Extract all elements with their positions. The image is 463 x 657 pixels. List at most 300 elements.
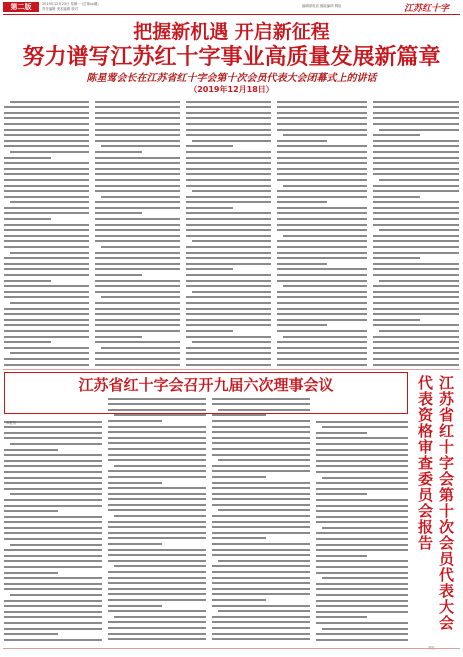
text-line (277, 101, 367, 103)
text-line (373, 257, 420, 259)
text-line (277, 246, 367, 248)
text-line (4, 129, 89, 131)
text-line (108, 638, 206, 640)
text-line (316, 449, 408, 451)
text-line (186, 129, 271, 131)
text-line (108, 409, 206, 411)
text-line (212, 465, 310, 467)
text-line (186, 347, 271, 349)
text-line (316, 437, 408, 439)
text-line (186, 212, 271, 214)
text-line (186, 319, 271, 321)
text-line (212, 470, 310, 472)
text-line (192, 240, 271, 242)
text-line (283, 336, 367, 338)
text-line (95, 151, 142, 153)
text-line (4, 229, 89, 231)
text-line (322, 628, 408, 630)
text-line (316, 460, 408, 462)
masthead-meta-1: 2019年12月23日 星期一 (总第xx期) (42, 2, 99, 6)
article-column-5 (373, 97, 459, 367)
text-line (316, 605, 408, 607)
text-line (277, 196, 367, 198)
text-line (4, 477, 102, 479)
text-line (4, 341, 51, 343)
text-line (277, 129, 367, 131)
story2-column-1 (4, 417, 102, 643)
text-line (4, 555, 102, 557)
article-column-4 (277, 97, 367, 367)
text-line (186, 364, 271, 366)
text-line (373, 240, 459, 242)
text-line (95, 112, 180, 114)
text-line (186, 173, 271, 175)
story2-byline: 本报讯 (6, 421, 17, 425)
text-line (373, 336, 459, 338)
text-line (108, 521, 206, 523)
text-line (101, 296, 180, 298)
text-line (4, 432, 102, 434)
text-line (218, 459, 310, 461)
text-line (4, 488, 102, 490)
text-line (4, 538, 102, 540)
text-line (186, 296, 271, 298)
text-line (212, 616, 310, 618)
text-line (192, 140, 271, 142)
text-line (212, 454, 310, 456)
text-line (4, 465, 102, 467)
text-line (4, 505, 102, 507)
text-line (95, 168, 180, 170)
text-line (212, 476, 266, 478)
text-line (373, 140, 459, 142)
text-line (95, 140, 180, 142)
text-line (95, 157, 180, 159)
text-line (283, 235, 367, 237)
text-line (4, 263, 89, 265)
text-line (277, 140, 327, 142)
text-line (186, 224, 271, 226)
text-line (186, 201, 271, 203)
text-line (212, 571, 310, 573)
text-line (4, 616, 102, 618)
text-line (212, 577, 310, 579)
text-line (95, 280, 180, 282)
text-line (186, 324, 271, 326)
text-line (316, 421, 408, 423)
text-line (379, 280, 459, 282)
text-line (373, 106, 459, 108)
text-line (4, 240, 89, 242)
text-line (373, 296, 459, 298)
text-line (186, 168, 271, 170)
text-line (373, 246, 459, 248)
text-line (373, 123, 459, 125)
text-line (277, 240, 367, 242)
text-line (373, 218, 459, 220)
text-line (4, 583, 102, 585)
text-line (101, 196, 180, 198)
text-line (4, 112, 89, 114)
text-line (4, 364, 89, 366)
text-line (4, 173, 89, 175)
text-line (4, 549, 102, 551)
text-line (4, 196, 89, 198)
text-line (4, 313, 89, 315)
text-line (95, 263, 180, 265)
text-line (108, 543, 162, 545)
footer-rule (3, 648, 460, 649)
text-line (316, 532, 408, 534)
text-line (186, 313, 271, 315)
text-line (277, 157, 367, 159)
text-line (4, 145, 89, 147)
text-line (108, 498, 206, 500)
text-line (316, 471, 408, 473)
text-line (277, 106, 367, 108)
text-line (4, 633, 58, 635)
text-line (212, 599, 266, 601)
story2-column-3 (212, 394, 310, 643)
text-line (4, 235, 89, 237)
text-line (4, 566, 102, 568)
text-line (373, 285, 459, 287)
text-line (95, 319, 180, 321)
text-line (379, 229, 459, 231)
text-line (212, 543, 310, 545)
text-line (4, 622, 102, 624)
text-line (95, 341, 180, 343)
text-line (316, 560, 408, 562)
text-line (212, 593, 310, 595)
text-line (4, 560, 102, 562)
text-line (316, 633, 408, 635)
text-line (4, 577, 102, 579)
text-line (95, 268, 180, 270)
text-line (108, 560, 206, 562)
text-line (212, 403, 310, 405)
text-line (108, 448, 206, 450)
text-line (277, 201, 327, 203)
text-line (4, 285, 89, 287)
text-line (186, 235, 271, 237)
text-line (108, 426, 206, 428)
text-line (186, 336, 271, 338)
section-divider (3, 369, 460, 370)
text-line (277, 324, 327, 326)
text-line (10, 493, 102, 495)
text-line (186, 123, 271, 125)
text-line (114, 515, 206, 517)
text-line (186, 218, 271, 220)
text-line (114, 616, 206, 618)
text-line (186, 157, 271, 159)
text-line (4, 330, 89, 332)
text-line (277, 308, 367, 310)
text-line (316, 521, 408, 523)
text-line (218, 560, 310, 562)
text-line (4, 319, 89, 321)
text-line (373, 101, 459, 103)
text-line (212, 627, 310, 629)
text-line (95, 252, 180, 254)
text-line (277, 319, 367, 321)
text-line (277, 207, 367, 209)
text-line (212, 420, 310, 422)
text-line (212, 414, 266, 416)
text-line (4, 291, 89, 293)
text-line (316, 454, 408, 456)
text-line (192, 291, 271, 293)
text-line (322, 577, 408, 579)
masthead-meta-right: 编辑部电话 邮政编码 网址 (302, 4, 342, 8)
text-line (316, 639, 408, 641)
text-line (316, 549, 408, 551)
text-line (316, 611, 408, 613)
text-line (101, 145, 180, 147)
text-line (108, 504, 206, 506)
text-line (4, 296, 89, 298)
text-line (4, 157, 51, 159)
text-line (4, 168, 89, 170)
text-line (108, 554, 206, 556)
text-line (114, 414, 206, 416)
text-line (4, 421, 102, 423)
text-line (95, 117, 180, 119)
text-line (277, 291, 367, 293)
text-line (277, 151, 367, 153)
text-line (4, 358, 89, 360)
text-line (108, 593, 206, 595)
text-line (4, 588, 102, 590)
text-line (4, 280, 51, 282)
text-line (373, 235, 459, 237)
text-line (212, 532, 310, 534)
text-line (108, 487, 206, 489)
text-line (4, 123, 89, 125)
text-line (373, 263, 459, 265)
text-line (186, 268, 233, 270)
text-line (108, 537, 206, 539)
text-line (4, 347, 89, 349)
text-line (95, 257, 180, 259)
text-line (316, 588, 408, 590)
text-line (4, 207, 89, 209)
text-line (4, 572, 58, 574)
text-line (277, 302, 367, 304)
text-line (95, 313, 180, 315)
text-line (186, 229, 271, 231)
text-line (4, 190, 89, 192)
text-line (4, 140, 89, 142)
text-line (277, 145, 367, 147)
text-line (379, 129, 459, 131)
story3-headline: 江苏省红十字会第十次会员代表大会代表资格审查委员会报告 (416, 375, 455, 631)
text-line (10, 252, 89, 254)
text-line (108, 482, 162, 484)
text-line (277, 224, 367, 226)
text-line (186, 179, 271, 181)
text-line (95, 240, 180, 242)
text-line (4, 218, 51, 220)
text-line (373, 173, 459, 175)
text-line (212, 442, 310, 444)
text-line (373, 157, 459, 159)
text-line (108, 454, 206, 456)
text-line (277, 252, 367, 254)
text-line (4, 179, 89, 181)
text-line (4, 106, 89, 108)
text-line (108, 470, 206, 472)
text-line (108, 532, 206, 534)
text-line (4, 224, 89, 226)
text-line (186, 302, 271, 304)
text-line (108, 398, 206, 400)
text-line (322, 426, 408, 428)
text-line (95, 190, 180, 192)
text-line (373, 134, 420, 136)
text-line (95, 330, 180, 332)
text-line (95, 106, 180, 108)
text-line (101, 246, 180, 248)
text-line (277, 212, 367, 214)
text-line (277, 162, 367, 164)
text-line (373, 112, 459, 114)
text-line (316, 432, 367, 434)
text-line (114, 565, 206, 567)
text-line (95, 123, 180, 125)
text-line (277, 257, 367, 259)
text-line (277, 190, 367, 192)
text-line (212, 638, 310, 640)
text-line (373, 291, 459, 293)
text-line (277, 123, 367, 125)
paper-name: 江苏红十字 (404, 4, 450, 14)
story2-column-4 (316, 417, 408, 643)
text-line (186, 263, 271, 265)
text-line (4, 274, 89, 276)
text-line (212, 493, 310, 495)
text-line (4, 185, 89, 187)
text-line (277, 179, 367, 181)
text-line (95, 358, 180, 360)
text-line (186, 106, 271, 108)
text-line (108, 582, 206, 584)
text-line (212, 437, 310, 439)
text-line (10, 594, 102, 596)
text-line (277, 313, 367, 315)
text-line (4, 639, 102, 641)
text-line (95, 218, 180, 220)
text-line (373, 324, 459, 326)
text-line (373, 207, 459, 209)
text-line (101, 347, 180, 349)
text-line (10, 201, 89, 203)
text-line (186, 101, 271, 103)
text-line (316, 544, 408, 546)
text-line (212, 605, 310, 607)
text-line (186, 134, 271, 136)
text-line (108, 571, 206, 573)
text-line (212, 431, 310, 433)
text-line (212, 482, 310, 484)
text-line (373, 201, 459, 203)
headline-subtitle: 陈星莺会长在江苏省红十字会第十次会员代表大会闭幕式上的讲话 (86, 73, 377, 84)
text-line (10, 443, 102, 445)
text-line (212, 521, 310, 523)
text-line (95, 162, 180, 164)
text-line (373, 196, 420, 198)
text-line (95, 324, 180, 326)
text-line (108, 442, 206, 444)
text-line (316, 622, 408, 624)
text-line (212, 498, 310, 500)
text-line (186, 246, 271, 248)
text-line (95, 201, 180, 203)
text-line (316, 488, 408, 490)
text-line (212, 448, 310, 450)
text-line (4, 482, 102, 484)
text-line (322, 477, 408, 479)
text-line (277, 280, 367, 282)
text-line (186, 308, 271, 310)
text-line (4, 600, 102, 602)
text-line (10, 151, 89, 153)
text-line (373, 117, 459, 119)
text-line (4, 532, 102, 534)
text-line (373, 302, 459, 304)
text-line (212, 515, 310, 517)
text-line (4, 117, 89, 119)
text-line (218, 409, 310, 411)
text-line (283, 185, 367, 187)
text-line (316, 566, 408, 568)
text-line (108, 459, 206, 461)
text-line (316, 510, 408, 512)
text-line (186, 352, 271, 354)
text-line (186, 207, 233, 209)
text-line (186, 117, 271, 119)
text-line (373, 364, 459, 366)
text-line (277, 173, 367, 175)
text-line (277, 263, 327, 265)
text-line (108, 633, 206, 635)
text-line (212, 426, 310, 428)
text-line (95, 179, 180, 181)
text-line (277, 229, 367, 231)
text-line (373, 319, 420, 321)
text-line (108, 549, 206, 551)
text-line (186, 285, 271, 287)
text-line (316, 594, 408, 596)
text-line (95, 291, 180, 293)
text-line (212, 398, 310, 400)
text-line (108, 605, 162, 607)
text-line (4, 510, 58, 512)
text-line (95, 352, 180, 354)
text-line (283, 134, 367, 136)
text-line (316, 516, 408, 518)
headline-date: （2019年12月18日） (189, 85, 274, 94)
text-line (4, 449, 58, 451)
text-line (316, 493, 367, 495)
text-line (373, 162, 459, 164)
text-line (4, 454, 102, 456)
text-line (316, 443, 408, 445)
text-line (4, 257, 89, 259)
text-line (108, 493, 206, 495)
text-line (373, 358, 459, 360)
